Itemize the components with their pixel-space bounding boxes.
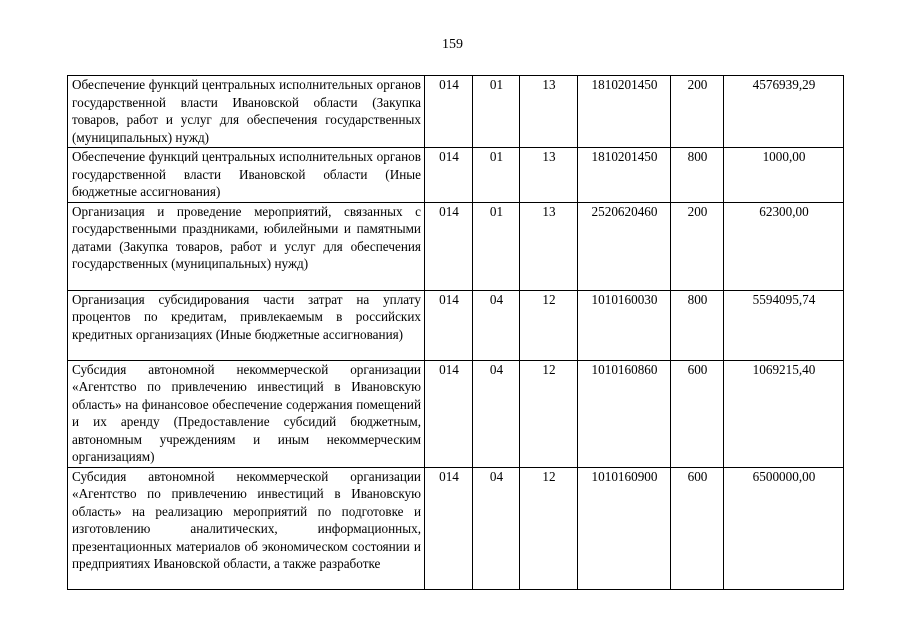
subsection-code: 13 <box>520 76 578 148</box>
section-code: 04 <box>473 360 520 467</box>
ministry-code: 014 <box>425 148 473 203</box>
section-code: 01 <box>473 202 520 290</box>
target-article-code: 1010160900 <box>578 467 671 589</box>
subsection-code: 12 <box>520 467 578 589</box>
row-description: Организация и проведение мероприятий, связанных с государственными праздниками, юбилейными и памятными датами (Закупка товаров, работ и услуг для обеспечения государственных (муниципальных) нужд) <box>68 202 425 290</box>
subsection-code: 13 <box>520 202 578 290</box>
row-description: Субсидия автономной некоммерческой организации «Агентство по привлечению инвестиций в Ивановскую область» на реализацию мероприятий по подготовке и изготовлению аналитических, информационных, презентационных материалов об экономическом состоянии и предприятиях Ивановской области, а также разработке <box>68 467 425 589</box>
section-code: 04 <box>473 290 520 360</box>
row-description: Субсидия автономной некоммерческой организации «Агентство по привлечению инвестиций в Ивановскую область» на финансовое обеспечение содержания помещений и их аренду (Предоставление субсидий бюджетным, автономным учреждениям и иным некоммерческим организациям) <box>68 360 425 467</box>
section-code: 04 <box>473 467 520 589</box>
amount-value: 1000,00 <box>724 148 844 203</box>
amount-value: 4576939,29 <box>724 76 844 148</box>
expense-type-code: 600 <box>671 360 724 467</box>
target-article-code: 2520620460 <box>578 202 671 290</box>
ministry-code: 014 <box>425 467 473 589</box>
ministry-code: 014 <box>425 290 473 360</box>
target-article-code: 1010160030 <box>578 290 671 360</box>
target-article-code: 1810201450 <box>578 148 671 203</box>
section-code: 01 <box>473 148 520 203</box>
table-row <box>68 202 844 290</box>
target-article-code: 1010160860 <box>578 360 671 467</box>
ministry-code: 014 <box>425 202 473 290</box>
subsection-code: 12 <box>520 290 578 360</box>
section-code: 01 <box>473 76 520 148</box>
budget-table <box>67 75 844 590</box>
subsection-code: 13 <box>520 148 578 203</box>
table-row <box>68 360 844 467</box>
ministry-code: 014 <box>425 76 473 148</box>
ministry-code: 014 <box>425 360 473 467</box>
amount-value: 62300,00 <box>724 202 844 290</box>
amount-value: 6500000,00 <box>724 467 844 589</box>
table-row <box>68 290 844 360</box>
page-number: 159 <box>442 37 463 52</box>
target-article-code: 1810201450 <box>578 76 671 148</box>
table-row <box>68 467 844 589</box>
amount-value: 5594095,74 <box>724 290 844 360</box>
row-description: Организация субсидирования части затрат на уплату процентов по кредитам, привлекаемым в российских кредитных организациях (Иные бюджетные ассигнования) <box>68 290 425 360</box>
amount-value: 1069215,40 <box>724 360 844 467</box>
expense-type-code: 600 <box>671 467 724 589</box>
expense-type-code: 200 <box>671 202 724 290</box>
table-row <box>68 76 844 148</box>
expense-type-code: 800 <box>671 148 724 203</box>
table-row <box>68 148 844 203</box>
row-description: Обеспечение функций центральных исполнительных органов государственной власти Ивановской области (Закупка товаров, работ и услуг для обеспечения государственных (муниципальных) нужд) <box>68 76 425 148</box>
row-description: Обеспечение функций центральных исполнительных органов государственной власти Ивановской области (Иные бюджетные ассигнования) <box>68 148 425 203</box>
expense-type-code: 800 <box>671 290 724 360</box>
subsection-code: 12 <box>520 360 578 467</box>
expense-type-code: 200 <box>671 76 724 148</box>
